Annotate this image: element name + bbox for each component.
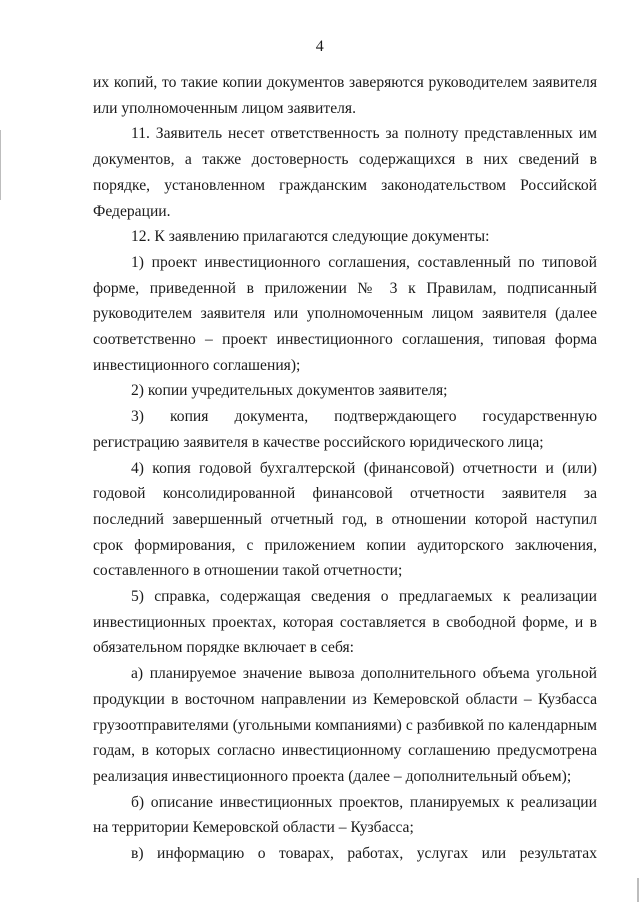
list-item-4: 4) копия годовой бухгалтерской (финансовой) отчетности и (или) годовой консолидированной финансовой отчетности заявителя за последний завершенный отчетный год, в отношении которой наступил срок формирования, с приложением копии аудиторского заключения, составленного в отношении такой отчетности; <box>93 459 597 580</box>
paragraph-item-12: 12. К заявлению прилагаются следующие документы: <box>131 228 490 246</box>
list-item-2: 2) копии учредительных документов заявителя; <box>131 382 448 400</box>
page-number: 4 <box>315 38 325 55</box>
sub-item-a: а) планируемое значение вывоза дополнительного объема угольной продукции в восточном направлении из Кемеровской области – Кузбасса грузоотправителями (угольными компаниями) с разбивкой по календарным годам, в которых согласно инвестиционному соглашению предусмотрена реализация инвестиционного проекта (далее – дополнительный объем); <box>93 665 597 785</box>
sub-item-b: б) описание инвестиционных проектов, планируемых к реализации на территории Кемеровской области – Кузбасса; <box>93 793 597 837</box>
list-item-5: 5) справка, содержащая сведения о предлагаемых к реализации инвестиционных проектах, которая составляется в свободной форме, и в обязательном порядке включает в себя: <box>93 588 597 657</box>
scan-edge-mark-left <box>0 130 1 200</box>
scan-edge-mark-right <box>637 878 639 902</box>
paragraph-item-11: 11. Заявитель несет ответственность за полноту представленных им документов, а также достоверность содержащихся в них сведений в порядке, установленном гражданским законодательством Российской Федерации. <box>93 125 597 220</box>
document-body <box>93 70 597 867</box>
sub-item-v: в) информацию о товарах, работах, услугах или результатах <box>131 845 597 863</box>
list-item-3: 3) копия документа, подтверждающего государственную регистрацию заявителя в качестве российского юридического лица; <box>93 408 597 451</box>
paragraph-continuation: их копий, то такие копии документов заверяются руководителем заявителя или уполномоченным лицом заявителя. <box>93 74 597 117</box>
list-item-1: 1) проект инвестиционного соглашения, составленный по типовой форме, приведенной в приложении № 3 к Правилам, подписанный руководителем заявителя или уполномоченным лицом заявителя (далее соответственно – проект инвестиционного соглашения, типовая форма инвестиционного соглашения); <box>93 253 597 374</box>
